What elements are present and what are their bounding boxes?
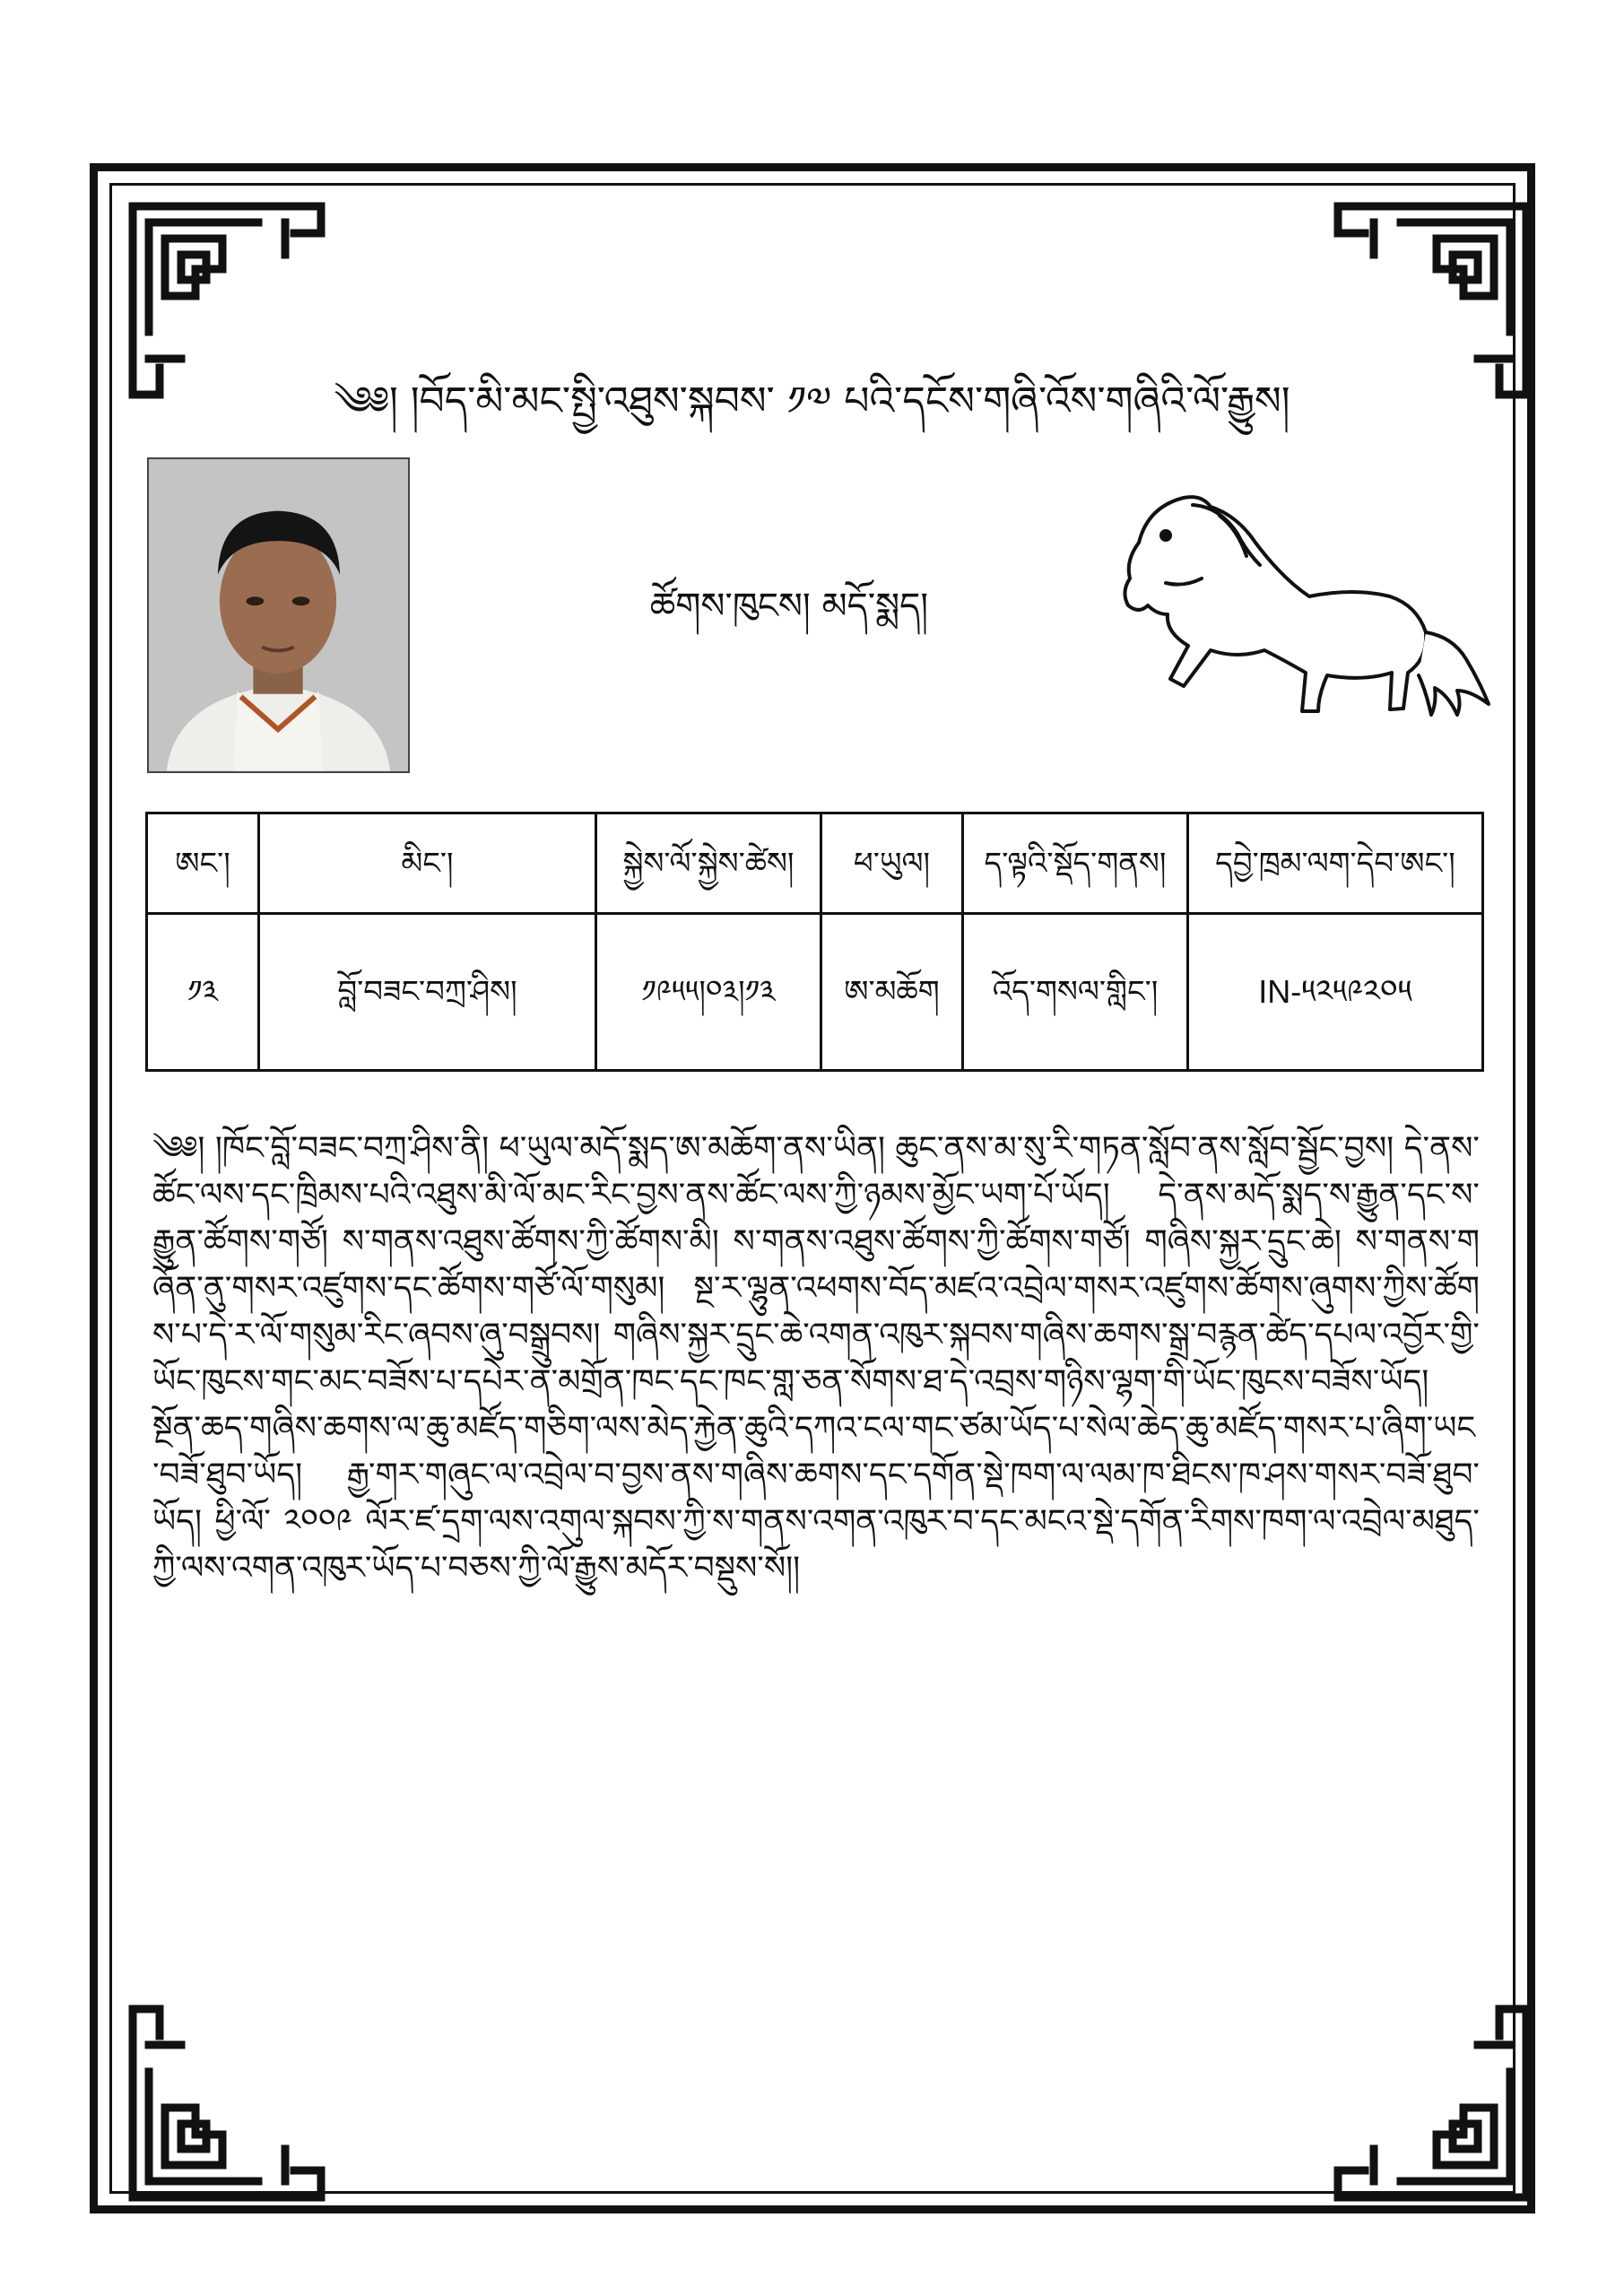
page-title: ༄༅། །བོད་མི་མང་སྤྱི་འཐུས་སྐབས་ ༡༧ པའི་དངོས་གཞི་འོས་གཞིའི་ལོ་རྒྱུས། <box>334 378 1290 424</box>
corner-ornament-icon <box>124 197 330 404</box>
header-current-residence: ད་ལྟའི་སྡོད་གནས། <box>963 813 1188 914</box>
cell-voter-id: IN-༥༢༥༩༢༠༥ <box>1188 914 1483 1071</box>
corner-ornament-icon <box>1329 197 1535 404</box>
portrait-icon <box>149 459 408 771</box>
constituency-label: ཚོགས་ཁུངས། མདོ་སྨད། <box>649 586 929 627</box>
corner-ornament-icon <box>124 2000 330 2206</box>
horse-icon <box>1103 480 1498 749</box>
header-native-place: ཕ་ཡུལ། <box>821 813 963 914</box>
biography-text: ༄༅། །ཁོང་བློ་བཟང་བཀྲ་ཤིས་ནི། ཕ་ཡུལ་མདོ་སྨད་ཨ་མཆོག་ནས་ཡིན། ཆུང་ནས་མ་སུ་རི་གཏན་སློབ་ནས་སློབ་སྦྱོང་བྱས། དེ་ནས་ཚོང་ལས་དང་ཁྲིམས་པའི་འཐུས་མི་ལོ་མང་རིང་བྱས་ནས་ཚོང་ལས་ཀྱི་ཉམས་མྱོང་ཡག་པོ་ཡོད། དེ་ནས་མདོ་སྨད་ས་རྒྱུན་དང་ས་རྒྱུན་ཚོགས་གཙོ། ས་གནས་འཐུས་ཚོགས་ཀྱི་ཚོགས་མི། ས་གནས་འཐུས་ཚོགས་ཀྱི་ཚོགས་གཙོ། གཞིས་སྐྱར་དྲུང་ཆེ། ས་གནས་གཞོན་ནུ་གསར་འཛུགས་དང་ཚོགས་གཙོ་ལོ་གསུམ། སྔ་ར་ལྷུན་འཕགས་བོད་མཛའ་འབྲེལ་གསར་འཛུགས་ཚོགས་ཞུགས་ཀྱིས་ཚོགས་པ་དེ་ར་ལོ་གསུམ་རིང་ཞབས་ཞུ་བསྒྲུབས། གཞིས་སྐྱར་དྲུང་ཆེ་འགན་འཁུར་སྐབས་གཞིས་ཆགས་སྒྲ་བརྙན་ཚེད་དཔལ་འབྱོར་གྱི་ཡོང་ཁུངས་གང་མང་བཟོས་པ་དཔེར་ན་མགྲོན་ཁང་དང་ཁང་གླ་ཅན་སོགས་ཐ་དེ་འབྲས་གཉིས་ལྷག་གི་ཡོང་ཁུངས་བཟོས་ཡོད། སྔོན་ཆད་གཞིས་ཆགས་ལ་ཆུ་མཛོད་གཅིག་ལས་མེད་རྐྱེན་ཆུའི་དཀའ་ངལ་གང་ཙམ་ཡོད་པ་སེལ་ཆེད་ཆུ་མཛོད་གསར་པ་ཞིག་ཡང་བཟོ་ཐུབ་ཡོད། རྒྱ་གར་གཞུང་ལ་འབྲེལ་བ་བྱས་ནས་གཞིས་ཆགས་དང་དགོན་སྡེ་ཁག་ལ་ལམ་ཁ་ཐིངས་ཁ་ཤས་གསར་བཟོ་ཐུབ་ཡོད། ཕྱི་ལོ་ ༢༠༠༩ ལོར་ཛ་དྲག་ལས་འགུལ་སྐབས་ཀྱི་ས་གནས་འགན་འཁུར་བ་དང་མངའ་སྡེ་དགོན་རིགས་ཁག་ལ་འབྲེལ་མཐུད་ཀྱི་ལས་འགན་འཁུར་ཡོད་པ་བཅས་ཀྱི་ལོ་རྒྱུས་མདོར་བསྡུས་སོ།། <box>152 1130 1480 1587</box>
cell-name: བློ་བཟང་བཀྲ་ཤིས། <box>259 914 596 1071</box>
cell-birth-date: ༡༩༥༥།༠༣།༡༣ <box>596 914 821 1071</box>
table-row <box>147 914 1483 1071</box>
cell-current-residence: འོད་གསལ་གླིང་། <box>963 914 1188 1071</box>
cell-number: ༡༣ <box>147 914 259 1071</box>
candidate-photo <box>147 457 410 773</box>
header-voter-id: དབྱེ་ཁྲམ་ལག་དེབ་ཨང་། <box>1188 813 1483 914</box>
header-name: མིང་། <box>259 813 596 914</box>
header-number: ཨང་། <box>147 813 259 914</box>
header-birth-date: སྐྱེས་ལོ་སྐྱེས་ཚེས། <box>596 813 821 914</box>
candidate-table <box>145 812 1484 1072</box>
cell-native-place: ཨ་མཆོག <box>821 914 963 1071</box>
table-header-row <box>147 813 1483 914</box>
corner-ornament-icon <box>1329 2000 1535 2206</box>
